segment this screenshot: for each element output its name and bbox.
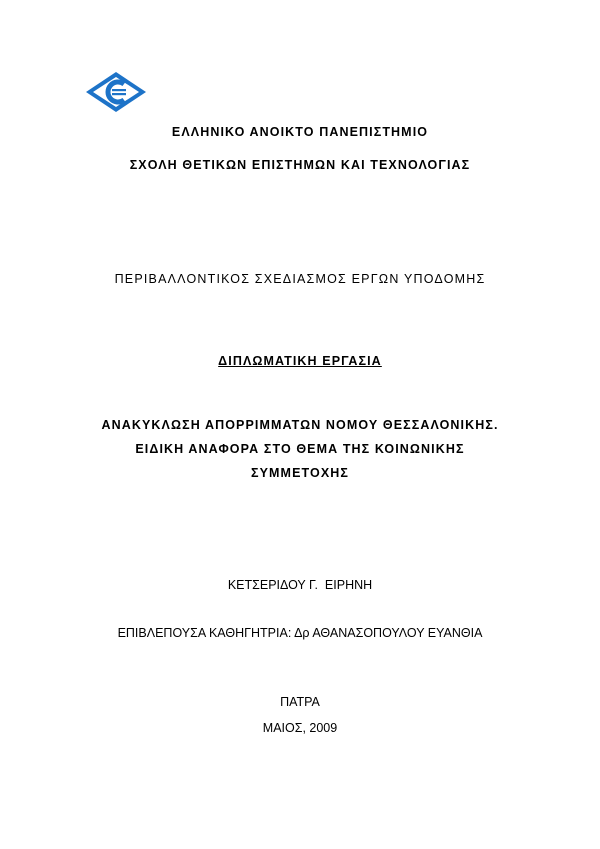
place: ΠΑΤΡΑ xyxy=(280,695,320,709)
document-type: ΔΙΠΛΩΜΑΤΙΚΗ ΕΡΓΑΣΙΑ xyxy=(218,354,382,368)
thesis-title-line-1: ΑΝΑΚΥΚΛΩΣΗ ΑΠΟΡΡΙΜΜΑΤΩΝ ΝΟΜΟΥ ΘΕΣΣΑΛΟΝΙΚΗΣ. xyxy=(101,418,499,432)
university-name: ΕΛΛΗΝΙΚΟ ΑΝΟΙΚΤΟ ΠΑΝΕΠΙΣΤΗΜΙΟ xyxy=(171,125,429,139)
school-name: ΣΧΟΛΗ ΘΕΤΙΚΩΝ ΕΠΙΣΤΗΜΩΝ ΚΑΙ ΤΕΧΝΟΛΟΓΙΑΣ xyxy=(129,158,471,172)
author-name: ΚΕΤΣΕΡΙΔΟΥ Γ. ΕΙΡΗΝΗ xyxy=(227,578,373,592)
thesis-title-line-3: ΣΥΜΜΕΤΟΧΗΣ xyxy=(251,466,349,480)
supervisor: ΕΠΙΒΛΕΠΟΥΣΑ ΚΑΘΗΓΗΤΡΙΑ: Δρ ΑΘΑΝΑΣΟΠΟΥΛΟΥ ΕΥΑΝΘΙΑ xyxy=(117,626,483,640)
program-name: ΠΕΡΙΒΑΛΛΟΝΤΙΚΟΣ ΣΧΕΔΙΑΣΜΟΣ ΕΡΓΩΝ ΥΠΟΔΟΜΗΣ xyxy=(114,272,486,286)
thesis-title-line-2: ΕΙΔΙΚΗ ΑΝΑΦΟΡΑ ΣΤΟ ΘΕΜΑ ΤΗΣ ΚΟΙΝΩΝΙΚΗΣ xyxy=(135,442,465,456)
university-logo-icon xyxy=(84,70,148,114)
date: ΜΑΙΟΣ, 2009 xyxy=(262,721,338,735)
